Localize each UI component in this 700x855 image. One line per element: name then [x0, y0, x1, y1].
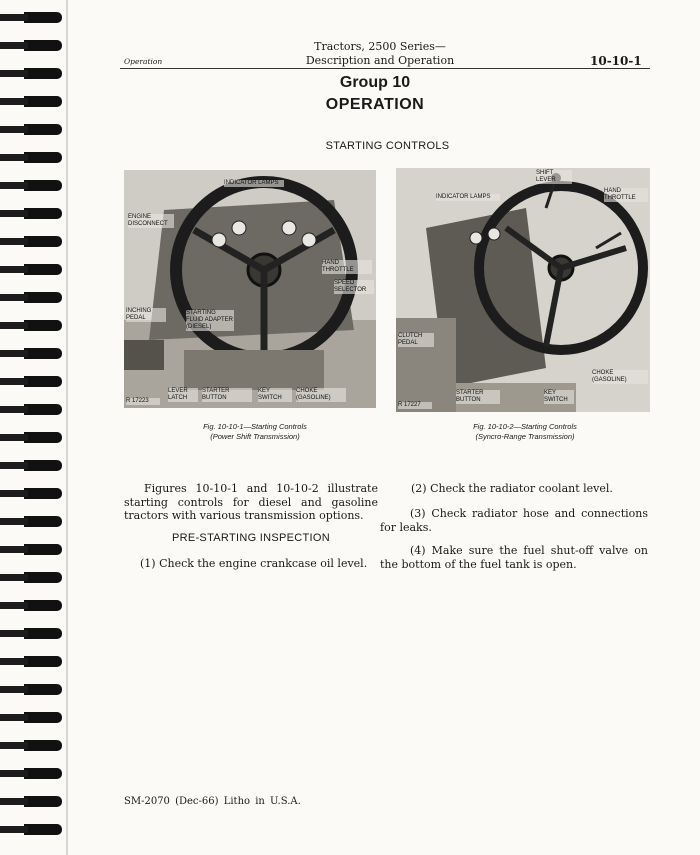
- figure-2-code: R 17227: [398, 402, 432, 409]
- page-edge: [66, 0, 68, 855]
- label-key-switch-2: KEY SWITCH: [544, 390, 574, 404]
- figure-2-photo: [396, 168, 650, 412]
- label-engine-disconnect: ENGINE DISCONNECT: [128, 214, 174, 228]
- step-4: (4) Make sure the fuel shut-off valve on the bottom of the fuel tank is open.: [380, 544, 648, 571]
- figure-1-caption-line1: Fig. 10-10-1—Starting Controls: [203, 422, 307, 431]
- label-speed-selector: SPEED SELECTOR: [334, 280, 374, 294]
- inspection-heading: PRE-STARTING INSPECTION: [171, 532, 331, 544]
- figure-2-caption: [430, 422, 620, 442]
- binding-hole: [24, 712, 62, 723]
- section-heading: STARTING CONTROLS: [325, 140, 450, 152]
- binding-hole: [24, 404, 62, 415]
- binding-hole: [24, 432, 62, 443]
- binding-hole: [24, 152, 62, 163]
- binding-hole: [24, 824, 62, 835]
- group-subtitle: OPERATION: [325, 96, 425, 113]
- label-starter-button-2: STARTER BUTTON: [456, 390, 500, 404]
- header-title-line1: Tractors, 2500 Series—: [314, 40, 446, 53]
- binding-hole: [24, 656, 62, 667]
- binding-hole: [24, 208, 62, 219]
- header-title-line2: Description and Operation: [305, 54, 455, 67]
- binding-hole: [24, 320, 62, 331]
- binding-hole: [24, 628, 62, 639]
- binding-hole: [24, 572, 62, 583]
- header-title: [250, 40, 510, 68]
- binding-hole: [24, 488, 62, 499]
- binding-hole: [24, 292, 62, 303]
- binding-hole: [24, 460, 62, 471]
- figure-1-caption: [160, 422, 350, 442]
- binding-hole: [24, 40, 62, 51]
- label-key-switch: KEY SWITCH: [258, 388, 292, 402]
- binding-hole: [24, 376, 62, 387]
- label-hand-throttle-2: HAND THROTTLE: [604, 188, 648, 202]
- figure-2-caption-line2: (Syncro-Range Transmission): [475, 432, 575, 441]
- binding-holes: [0, 0, 70, 855]
- binding-hole: [24, 796, 62, 807]
- binding-hole: [24, 124, 62, 135]
- step-1: (1) Check the engine crankcase oil level.: [140, 557, 368, 570]
- label-clutch-pedal: CLUTCH PEDAL: [398, 333, 434, 347]
- step-3: (3) Check radiator hose and connections for leaks.: [380, 507, 648, 534]
- header-section-name: Operation: [124, 57, 163, 66]
- label-choke-2: CHOKE (GASOLINE): [592, 370, 648, 384]
- binding-hole: [24, 264, 62, 275]
- header-rule: [120, 68, 650, 69]
- label-choke: CHOKE (GASOLINE): [296, 388, 346, 402]
- label-inching-pedal: INCHING PEDAL: [126, 308, 166, 322]
- label-starting-fluid-adapter: STARTING FLUID ADAPTER (DIESEL): [186, 310, 234, 330]
- label-indicator-lamps-2: INDICATOR LAMPS: [436, 194, 500, 201]
- label-shift-lever: SHIFT LEVER: [536, 170, 572, 184]
- figure-1-caption-line2: (Power Shift Transmission): [210, 432, 300, 441]
- binding-hole: [24, 740, 62, 751]
- binding-hole: [24, 684, 62, 695]
- footer-text: SM-2070 (Dec-66) Litho in U.S.A.: [124, 796, 301, 807]
- binding-hole: [24, 600, 62, 611]
- step-2: (2) Check the radiator coolant level.: [411, 482, 613, 495]
- binding-hole: [24, 96, 62, 107]
- binding-hole: [24, 12, 62, 23]
- binding-hole: [24, 180, 62, 191]
- label-lever-latch: LEVER LATCH: [168, 388, 198, 402]
- binding-hole: [24, 768, 62, 779]
- page-number: 10-10-1: [590, 54, 642, 68]
- binding-hole: [24, 236, 62, 247]
- figure-2-caption-line1: Fig. 10-10-2—Starting Controls: [473, 422, 577, 431]
- label-hand-throttle: HAND THROTTLE: [322, 260, 372, 274]
- binding-hole: [24, 68, 62, 79]
- label-indicator-lamps: INDICATOR LAMPS: [224, 180, 284, 187]
- figure-1-code: R 17223: [126, 398, 160, 405]
- intro-paragraph: Figures 10-10-1 and 10-10-2 illustrate starting controls for diesel and gasoline tractors with various transmission options.: [124, 482, 378, 522]
- label-starter-button: STARTER BUTTON: [202, 388, 252, 402]
- binding-hole: [24, 348, 62, 359]
- group-title: Group 10: [339, 74, 411, 91]
- binding-hole: [24, 516, 62, 527]
- binding-hole: [24, 544, 62, 555]
- figure-1-photo: [124, 170, 376, 408]
